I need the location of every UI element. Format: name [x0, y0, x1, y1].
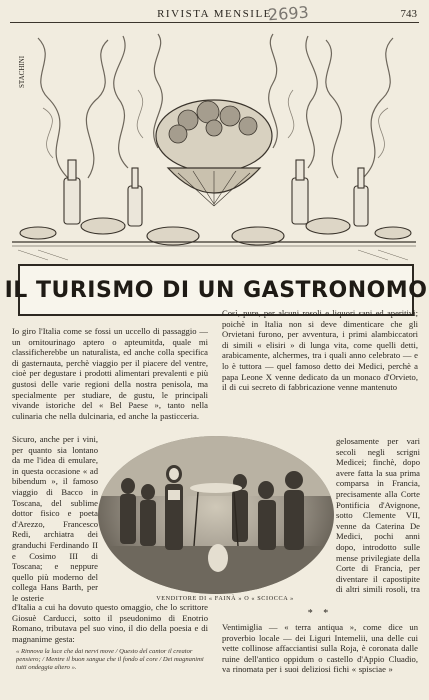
article-text-left-bottom: d'Italia a cui ha dovuto questo omaggio, che lo scrittore Giosuè Carducci, sotto il pseudonimo di Enotrio Romano, tributava pel suo vino, il dio della poesia e di magnanime gesta:	[12, 602, 208, 644]
article-text-left-top: Io giro l'Italia come se fossi un uccello di passaggio — un ornitourinago aptero o apteumitda, quale mi classificherebbe un naturalista, ed anche colla specifica di gasternauta, perchè viaggio per il piacere del ventre, cioè per degustare i prodotti alimentari prevalenti e più gustosi delle varie regioni della nostra penisola, ma specialmente per studiare, de gustu, le principali vivande istoriche del « Bel Paese », tanto nella culinaria che nella dulcinaria, ed anche la pasticceria.	[12, 326, 208, 421]
header-rule	[10, 22, 419, 23]
article-headline: IL TURISMO DI UN GASTRONOMO	[18, 264, 414, 316]
handwritten-note: 2693	[267, 2, 310, 25]
poem-quote: « Rinnova la luce che dai nervi move / Questo del cantor il creator pensiero; / Mentre il buon sangue che il fondo al core / Dei magnanimi tutti ondeggia altero ».	[16, 648, 204, 672]
running-title: RIVISTA MENSILE	[157, 8, 272, 20]
street-vendor-photo	[98, 436, 334, 594]
page-number: 743	[400, 8, 417, 20]
article-text-right-bottom: Ventimiglia — « terra antiqua », come dice un proverbio locale — dei Liguri Intemelii, una delle cui vette collinose affacciantisi sulla Roja, è coronata dalle ruine dell'antico oppidum o castello d'Appio Cluadio, va rinomata per i suoi deliziosi fichi « spisciae »	[222, 622, 418, 675]
photo-caption: VENDITORE DI « FAINÀ » O « SCIOCCA »	[156, 595, 294, 602]
article-text-left-narrow: Sicuro, anche per i vini, per quanto sia lontano da me l'idea di emulare, in questa occasione « ad bibendum », il famoso viaggio di Bacco in Toscana, del sublime dottor fisico e poeta d'Arezzo, Francesco Redi, archiatra dei granduchi Ferdinando II e Cosimo III di Toscana; e neppure quello più moderno del collega Hans Barth, per le osterie	[12, 434, 98, 602]
article-text-right-top: Così, pure, per alcuni rosoli e liquori sani ed aperitivi; poichè in Italia non si deve dimenticare che gli Orvietani furono, per avventura, i primi alambiccatori di simili « elisiri » di lunga vita, come quelli detti, arabicamente, alchermes, tra i quali anno celebrato — e lo è tuttora — quel famoso detto dei Medici, perchè a papa Leone X venne dedicato da un monaco d'Orvieto, il di cui secreto di fabbricazione venne mantenuto	[222, 308, 418, 393]
photo-scene	[98, 436, 334, 594]
header-illustration	[4, 28, 428, 318]
section-separator: * *	[307, 608, 333, 619]
artist-signature: STACHINI	[18, 55, 26, 88]
article-text-right-narrow: gelosamente per vari secoli negli scrigni Medicei; finchè, dopo avere fatta la sua prima comparsa in Francia, precisamente alla Corte Pontificia d'Avignone, sotto Clemente VII, venne da Caterina De Medici, pochi anni dopo, introdotto sulle mense privilegiate della Corte di Francia, per diventare il capostipite di altri simili rosoli, tra	[336, 436, 420, 595]
